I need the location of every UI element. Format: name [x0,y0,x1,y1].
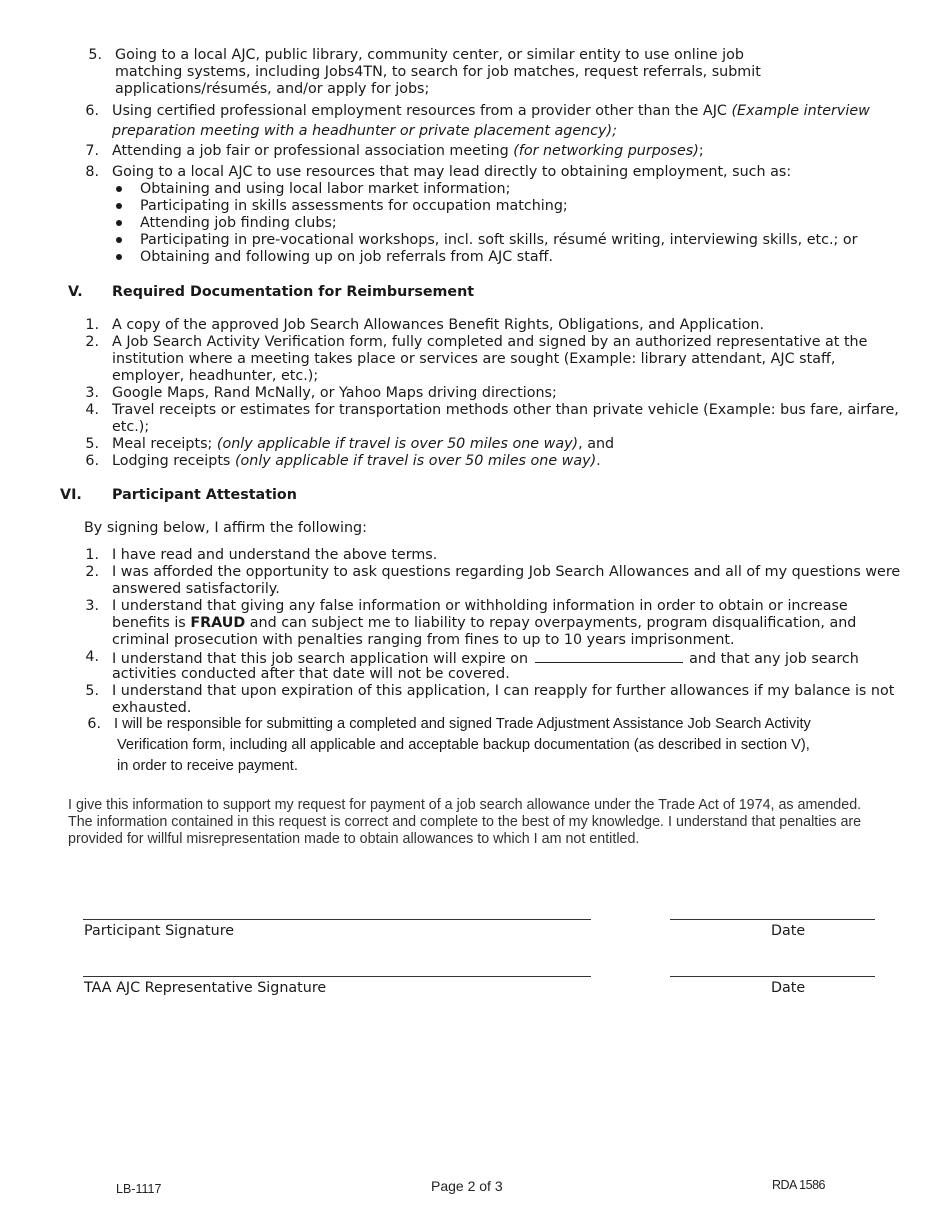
list-item-text: applications/résumés, and/or apply for jobs; [115,81,430,97]
bullet-dot [116,181,124,189]
list-number: 3. [85,598,99,614]
list-number: 8. [85,164,99,180]
participant-signature-line[interactable] [83,919,591,920]
bullet-dot [116,249,124,257]
list-item-text: exhausted. [112,700,192,716]
list-item-text: I understand that this job search application will expire on and that any job search [112,651,859,667]
representative-signature-label: TAA AJC Representative Signature [84,980,327,996]
fraud-emphasis: FRAUD [190,615,246,631]
list-item-text: etc.); [112,419,150,435]
list-item-text: matching systems, including Jobs4TN, to search for job matches, request referrals, submit [115,64,761,80]
list-item-text: Verification form, including all applicable and acceptable backup documentation (as described in section V), [117,737,810,753]
list-item-text: Meal receipts; (only applicable if travel is over 50 miles one way), and [112,436,615,452]
list-number: 2. [85,334,99,350]
list-number: 6. [85,103,99,119]
list-number: 4. [85,402,99,418]
list-item-text: answered satisfactorily. [112,581,280,597]
list-item-text: I understand that giving any false information or withholding information in order to obtain or increase [112,598,848,614]
section-number: V. [68,284,83,300]
list-number: 1. [85,547,99,563]
expiration-date-blank[interactable] [535,649,683,663]
list-item-text: Going to a local AJC, public library, community center, or similar entity to use online job [115,47,744,63]
list-item-text: in order to receive payment. [117,758,298,774]
list-number: 2. [85,564,99,580]
participant-signature-label: Participant Signature [84,923,235,939]
list-item-text: criminal prosecution with penalties ranging from fines to up to 10 years imprisonment. [112,632,735,648]
list-item-text: employer, headhunter, etc.); [112,368,319,384]
list-item-text: activities conducted after that date will not be covered. [112,666,510,682]
list-number: 4. [85,649,99,665]
rda-number: RDA 1586 [772,1178,825,1192]
list-item-text: A copy of the approved Job Search Allowances Benefit Rights, Obligations, and Application. [112,317,765,333]
list-item-text: Using certified professional employment resources from a provider other than the AJC (Example interview [112,103,870,119]
section-number: VI. [60,487,82,503]
statement-line: I give this information to support my request for payment of a job search allowance under the Trade Act of 1974, as amended. [68,797,862,813]
section-title: Participant Attestation [112,487,297,503]
list-item-text: preparation meeting with a headhunter or private placement agency); [112,123,617,139]
bullet-text: Participating in skills assessments for occupation matching; [140,198,568,214]
bullet-dot [116,198,124,206]
list-item-text: Attending a job fair or professional association meeting (for networking purposes); [112,143,704,159]
list-item-text: Google Maps, Rand McNally, or Yahoo Maps driving directions; [112,385,557,401]
bullet-dot [116,232,124,240]
list-number: 6. [85,453,99,469]
list-item-text: Lodging receipts (only applicable if travel is over 50 miles one way). [112,453,601,469]
list-item-text: Travel receipts or estimates for transportation methods other than private vehicle (Example: bus fare, airfare, [112,402,899,418]
form-id: LB-1117 [116,1182,162,1196]
bullet-dot [116,215,124,223]
section-title: Required Documentation for Reimbursement [112,284,475,300]
list-number: 1. [85,317,99,333]
section-intro: By signing below, I affirm the following: [84,520,367,536]
list-number: 5. [85,683,99,699]
list-number: 6. [87,716,101,732]
list-item-text: I have read and understand the above terms. [112,547,438,563]
list-number: 7. [85,143,99,159]
list-item-text: Going to a local AJC to use resources that may lead directly to obtaining employment, such as: [112,164,792,180]
list-item-text: benefits is FRAUD and can subject me to liability to repay overpayments, program disqualification, and [112,615,857,631]
representative-date-line[interactable] [670,976,875,977]
list-number: 3. [85,385,99,401]
list-item-text: I will be responsible for submitting a completed and signed Trade Adjustment Assistance Job Search Activity [114,716,811,732]
date-label: Date [771,980,806,996]
list-number: 5. [85,436,99,452]
list-item-text: I understand that upon expiration of this application, I can reapply for further allowances if my balance is not [112,683,895,699]
representative-signature-line[interactable] [83,976,591,977]
list-item-text: A Job Search Activity Verification form, fully completed and signed by an authorized representative at the [112,334,868,350]
list-item-text: I was afforded the opportunity to ask questions regarding Job Search Allowances and all of my questions were [112,564,901,580]
statement-line: provided for willful misrepresentation made to obtain allowances to which I am not entitled. [68,831,640,847]
participant-date-line[interactable] [670,919,875,920]
bullet-text: Attending job finding clubs; [140,215,337,231]
list-number: 5. [88,47,102,63]
date-label: Date [771,923,806,939]
bullet-text: Obtaining and using local labor market information; [140,181,511,197]
statement-line: The information contained in this request is correct and complete to the best of my knowledge. I understand that penalties are [68,814,862,830]
page-number: Page 2 of 3 [431,1178,503,1194]
list-item-text: institution where a meeting takes place or services are sought (Example: library attendant, AJC staff, [112,351,836,367]
bullet-text: Participating in pre-vocational workshops, incl. soft skills, résumé writing, interviewing skills, etc.; or [140,232,858,248]
bullet-text: Obtaining and following up on job referrals from AJC staff. [140,249,553,265]
